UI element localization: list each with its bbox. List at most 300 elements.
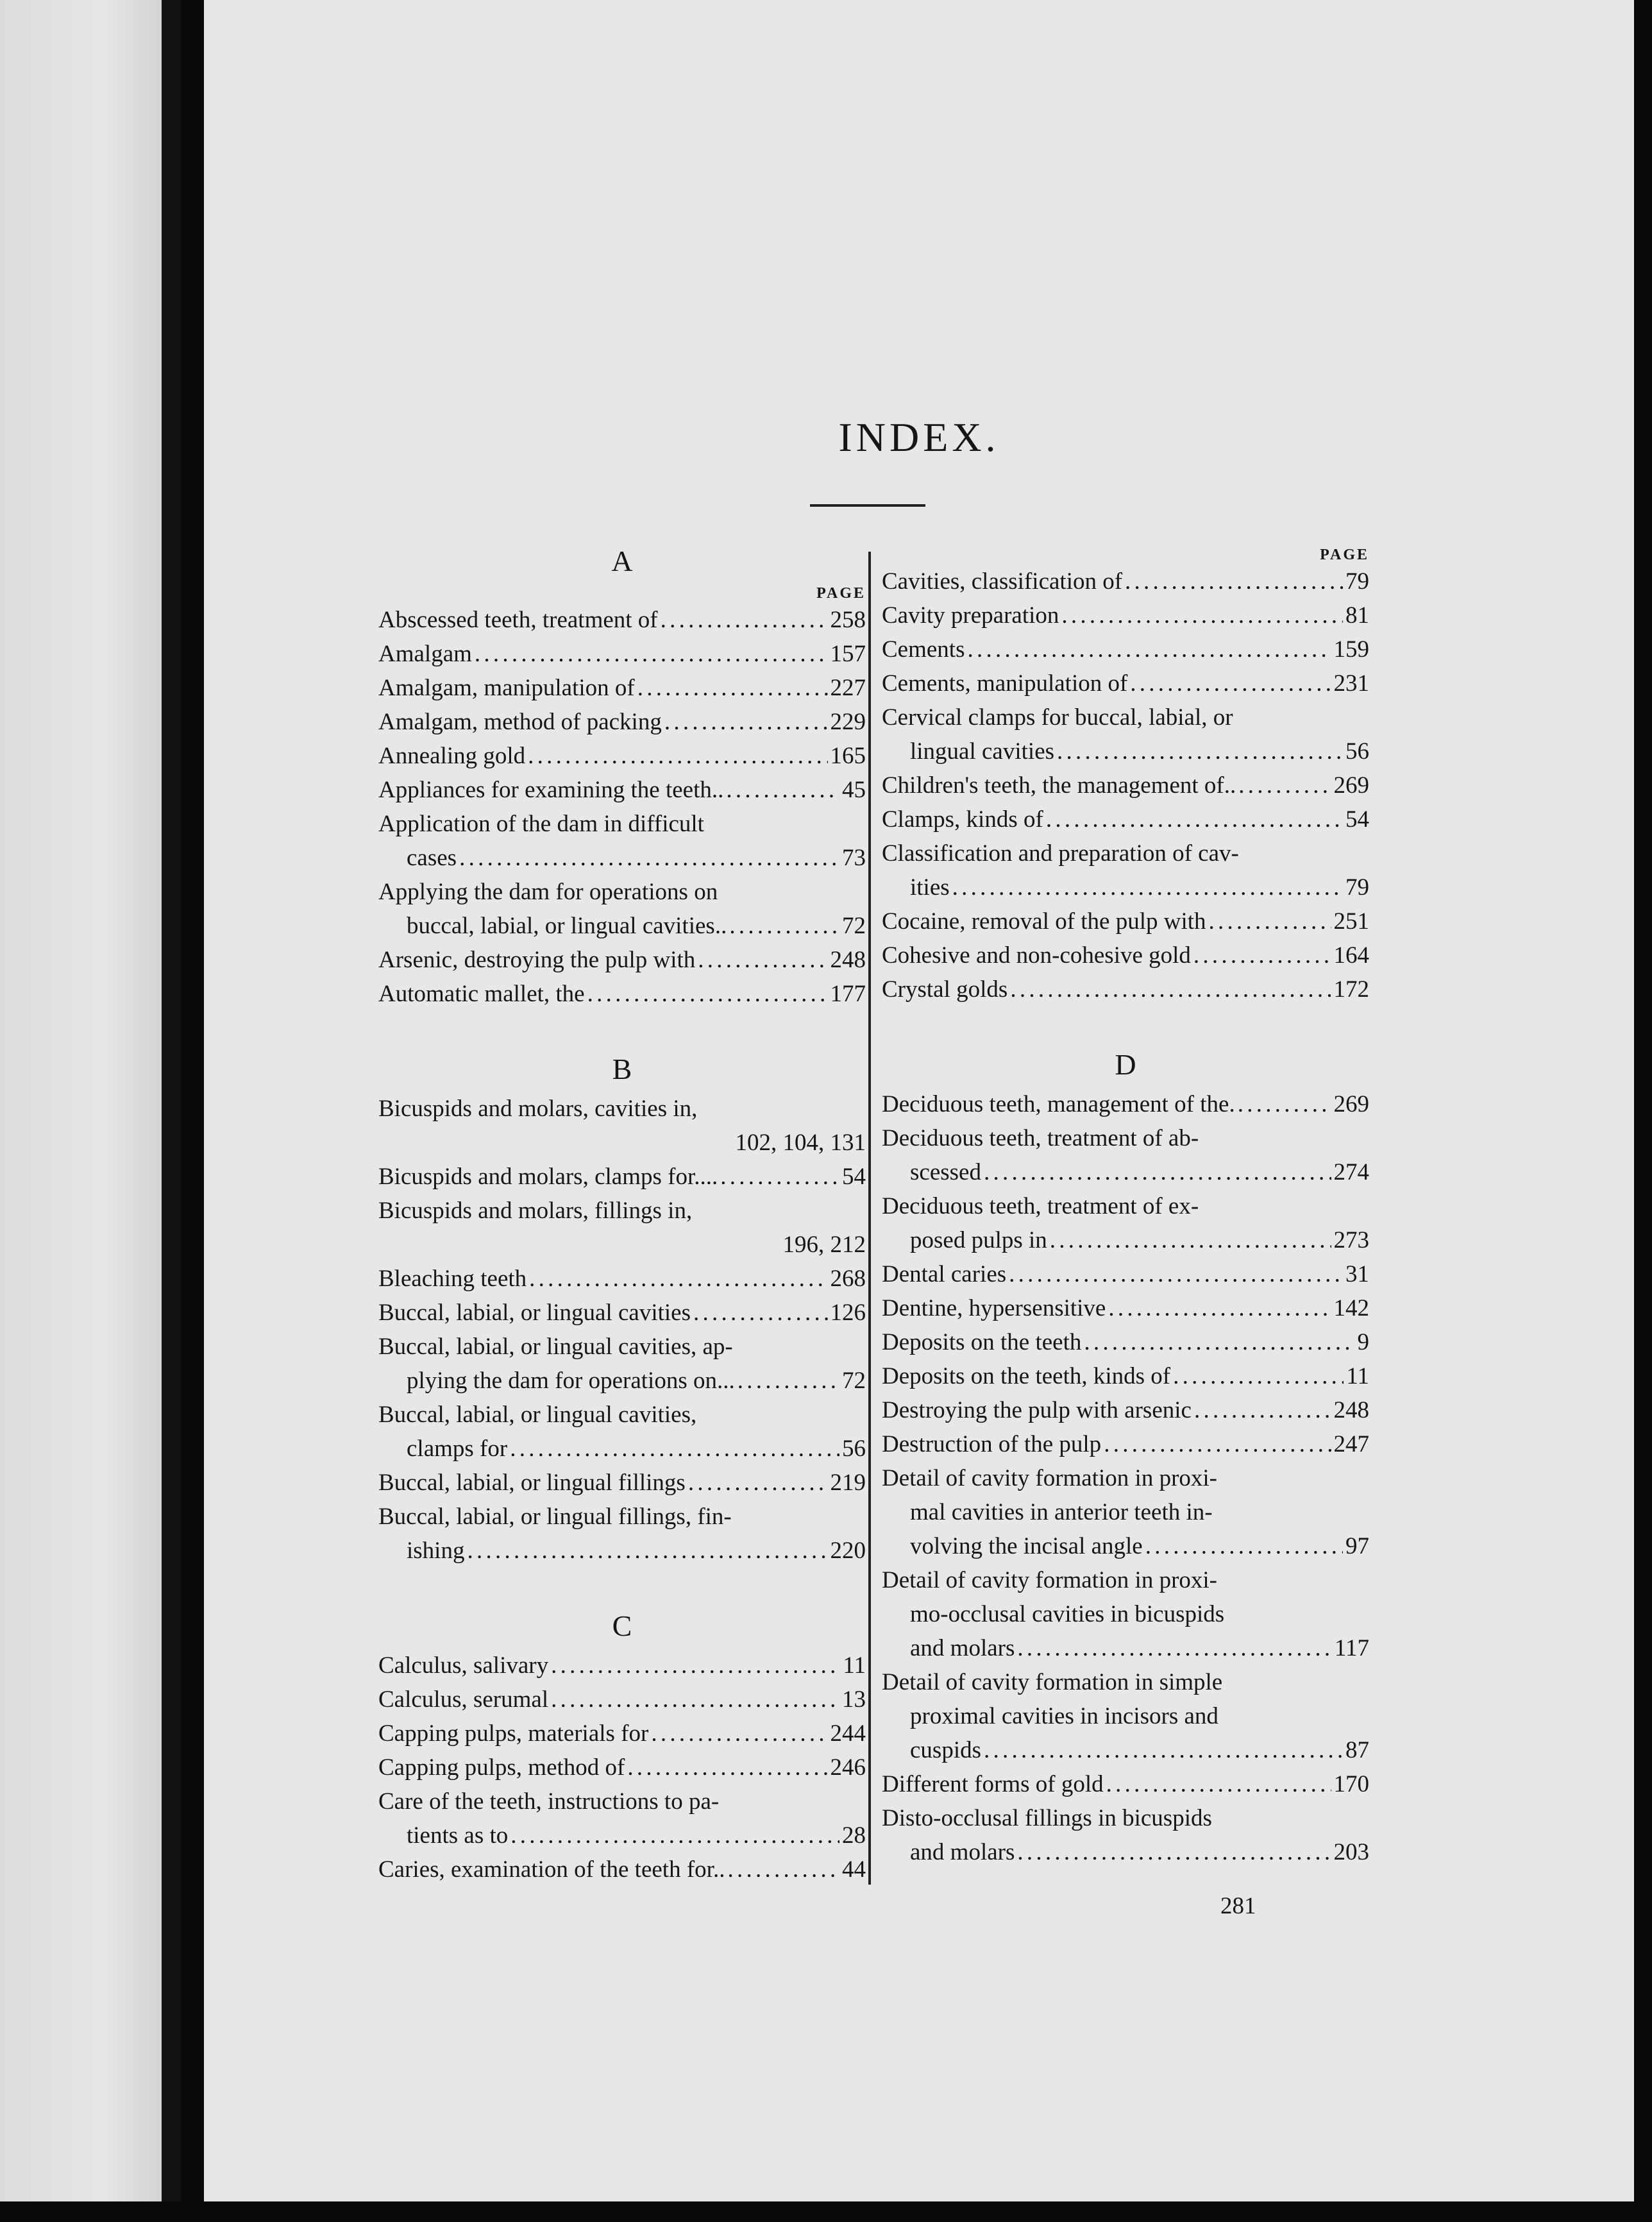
entry-line	[882, 1155, 1369, 1189]
entry-line	[882, 1699, 1369, 1733]
dot-leader	[529, 1262, 827, 1296]
entry-line	[882, 1427, 1369, 1461]
index-entry	[882, 1801, 1369, 1869]
page-number: 281	[1220, 1893, 1256, 1919]
section-letter: B	[612, 1053, 632, 1085]
entry-line	[882, 1631, 1369, 1665]
page-ref: 203	[1333, 1839, 1369, 1865]
entry-line	[882, 870, 1369, 904]
entry-text: Detail of cavity formation in simple	[882, 1669, 1223, 1695]
index-entry	[378, 739, 866, 773]
index-entry	[882, 1359, 1369, 1393]
entry-line	[378, 1262, 866, 1296]
page-ref: 81	[1345, 602, 1369, 629]
dot-leader	[475, 637, 828, 671]
section-letter: D	[1115, 1048, 1136, 1081]
index-entry	[378, 1466, 866, 1500]
page-ref: 258	[830, 607, 866, 633]
entry-text: Caries, examination of the teeth for..	[378, 1856, 725, 1883]
dot-leader	[1017, 1631, 1331, 1665]
page-ref: 9	[1357, 1329, 1369, 1355]
entry-line	[882, 1325, 1369, 1359]
entry-text: Buccal, labial, or lingual fillings	[378, 1470, 686, 1496]
page-ref: 44	[842, 1856, 866, 1883]
dot-leader	[467, 1534, 827, 1568]
page-ref: 248	[830, 947, 866, 973]
entry-line	[378, 909, 866, 943]
entry-text: Disto-occlusal fillings in bicuspids	[882, 1805, 1212, 1831]
dot-leader	[651, 1717, 827, 1751]
entry-line	[882, 1767, 1369, 1801]
dot-leader	[528, 739, 827, 773]
entry-line	[378, 841, 866, 875]
entry-line	[378, 739, 866, 773]
page-ref: 269	[1333, 772, 1369, 799]
entry-text: Cervical clamps for buccal, labial, or	[882, 704, 1233, 731]
dot-leader	[510, 1819, 839, 1853]
index-entry	[882, 1461, 1369, 1563]
page-ref: 72	[842, 913, 866, 939]
entry-line	[882, 1733, 1369, 1767]
index-entry	[378, 977, 866, 1011]
section-letter: A	[611, 545, 633, 577]
entry-text: scessed	[910, 1159, 981, 1185]
entry-text: Care of the teeth, instructions to pa-	[378, 1788, 720, 1815]
entry-text: Dentine, hypersensitive	[882, 1295, 1106, 1321]
page-ref: 196, 212	[782, 1232, 866, 1258]
entry-line	[378, 875, 866, 909]
index-entry	[378, 1262, 866, 1296]
entry-line	[378, 1194, 866, 1228]
index-entry	[378, 705, 866, 739]
entry-text: Crystal golds	[882, 976, 1008, 1003]
index-entry	[378, 603, 866, 637]
dot-leader	[510, 1432, 839, 1466]
page-ref: 273	[1333, 1227, 1369, 1253]
entry-text: Cohesive and non-cohesive gold	[882, 942, 1191, 969]
entry-text: Capping pulps, method of	[378, 1754, 625, 1781]
entry-line	[882, 1223, 1369, 1257]
entry-line	[882, 904, 1369, 938]
page-ref: 157	[830, 641, 866, 667]
entry-line	[882, 632, 1369, 666]
entry-text: Deciduous teeth, treatment of ex-	[882, 1193, 1199, 1219]
entry-text: Destruction of the pulp	[882, 1431, 1102, 1457]
entry-text: cases	[407, 845, 457, 871]
entry-line	[378, 1785, 866, 1819]
page-ref: 54	[1345, 806, 1369, 833]
page-ref: 177	[830, 981, 866, 1007]
page-ref: 229	[830, 709, 866, 735]
entry-text: Arsenic, destroying the pulp with	[378, 947, 696, 973]
index-entry	[882, 1325, 1369, 1359]
dot-leader	[1238, 768, 1331, 802]
page-ref: 87	[1345, 1737, 1369, 1763]
facing-page-edge	[0, 0, 174, 2222]
index-entry	[882, 1291, 1369, 1325]
index-page	[204, 0, 1634, 2201]
index-entry	[882, 1563, 1369, 1665]
entry-line	[882, 802, 1369, 836]
entry-line	[882, 598, 1369, 632]
index-entry	[882, 1087, 1369, 1121]
entry-line	[378, 1717, 866, 1751]
page-ref: 54	[842, 1164, 866, 1190]
index-entry	[378, 1683, 866, 1717]
entry-line	[378, 1432, 866, 1466]
page-ref: 172	[1333, 976, 1369, 1003]
index-entry	[882, 1257, 1369, 1291]
entry-line	[378, 1126, 866, 1160]
dot-leader	[587, 977, 828, 1011]
dot-leader	[1106, 1767, 1331, 1801]
entry-text: Bleaching teeth	[378, 1266, 527, 1292]
entry-line	[882, 1597, 1369, 1631]
entry-text: Abscessed teeth, treatment of	[378, 607, 658, 633]
index-entry	[378, 1398, 866, 1466]
dot-leader	[1050, 1223, 1331, 1257]
entry-line	[882, 1461, 1369, 1495]
page-ref: 13	[842, 1686, 866, 1713]
binding-gutter	[162, 0, 181, 2222]
entry-text: Deposits on the teeth, kinds of	[882, 1363, 1171, 1389]
entry-line	[882, 666, 1369, 700]
index-entry	[882, 1189, 1369, 1257]
entry-text: plying the dam for operations on...	[407, 1368, 735, 1394]
entry-text: Buccal, labial, or lingual fillings, fin-	[378, 1504, 732, 1530]
entry-text: Applying the dam for operations on	[378, 879, 718, 905]
dot-leader	[1209, 904, 1331, 938]
section-gap	[378, 1011, 866, 1047]
page-ref: 246	[830, 1754, 866, 1781]
dot-leader	[693, 1296, 828, 1330]
entry-line	[882, 734, 1369, 768]
index-entry	[882, 802, 1369, 836]
page-ref: 45	[842, 777, 866, 803]
entry-line	[378, 807, 866, 841]
index-entry	[378, 1092, 866, 1160]
entry-line	[378, 1228, 866, 1262]
entry-line	[378, 1819, 866, 1853]
page-ref: 220	[830, 1538, 866, 1564]
entry-text: Amalgam, manipulation of	[378, 675, 635, 701]
entry-line	[882, 836, 1369, 870]
entry-text: lingual cavities	[910, 738, 1055, 765]
index-entry	[882, 836, 1369, 904]
entry-line	[378, 1683, 866, 1717]
dot-leader	[984, 1733, 1343, 1767]
page-column-header: PAGE	[816, 585, 866, 602]
entry-text: Amalgam	[378, 641, 472, 667]
entry-text: Cements, manipulation of	[882, 670, 1128, 697]
entry-text: ities	[910, 874, 950, 901]
page-ref: 227	[830, 675, 866, 701]
entry-text: Deciduous teeth, treatment of ab-	[882, 1125, 1199, 1151]
entry-text: proximal cavities in incisors and	[910, 1703, 1218, 1729]
entry-line	[378, 1534, 866, 1568]
entry-line	[378, 1364, 866, 1398]
page-ref: 126	[830, 1300, 866, 1326]
index-entry	[882, 1767, 1369, 1801]
index-entry	[378, 1649, 866, 1683]
entry-text: Cavities, classification of	[882, 568, 1123, 595]
page-ref: 251	[1333, 908, 1369, 935]
index-entry	[882, 1427, 1369, 1461]
entry-text: Different forms of gold	[882, 1771, 1104, 1797]
index-entry	[378, 1500, 866, 1568]
entry-line	[378, 1649, 866, 1683]
dot-leader	[1046, 802, 1343, 836]
dot-leader	[627, 1751, 827, 1785]
page-ref: 164	[1333, 942, 1369, 969]
dot-leader	[967, 632, 1331, 666]
dot-leader	[984, 1155, 1331, 1189]
entry-line	[378, 1751, 866, 1785]
section-gap	[378, 1568, 866, 1604]
entry-text: Detail of cavity formation in proxi-	[882, 1567, 1217, 1593]
dot-leader	[551, 1649, 840, 1683]
index-entry	[882, 972, 1369, 1006]
entry-line	[882, 1291, 1369, 1325]
page-ref: 31	[1345, 1261, 1369, 1287]
entry-text: Dental caries	[882, 1261, 1007, 1287]
index-entry	[378, 671, 866, 705]
entry-text: Deposits on the teeth	[882, 1329, 1082, 1355]
index-entry	[882, 904, 1369, 938]
entry-line	[378, 1466, 866, 1500]
dot-leader	[1010, 972, 1331, 1006]
page-ref: 231	[1333, 670, 1369, 697]
entry-text: buccal, labial, or lingual cavities..	[407, 913, 727, 939]
page-ref: 244	[830, 1720, 866, 1747]
index-entry	[378, 807, 866, 875]
entry-text: volving the incisal angle	[910, 1533, 1143, 1559]
entry-text: Deciduous teeth, management of the.	[882, 1091, 1235, 1117]
dot-leader	[738, 1364, 839, 1398]
entry-line	[378, 637, 866, 671]
page-ref: 28	[842, 1822, 866, 1849]
dot-leader	[459, 841, 839, 875]
page-ref: 117	[1334, 1635, 1369, 1661]
entry-text: tients as to	[407, 1822, 509, 1849]
dot-leader	[1108, 1291, 1331, 1325]
entry-line	[378, 943, 866, 977]
dot-leader	[1193, 938, 1331, 972]
dot-leader	[698, 943, 827, 977]
dot-leader	[688, 1466, 828, 1500]
page-ref: 73	[842, 845, 866, 871]
title-rule	[810, 504, 925, 507]
entry-text: Amalgam, method of packing	[378, 709, 662, 735]
entry-text: clamps for	[407, 1436, 508, 1462]
entry-line	[882, 1801, 1369, 1835]
entry-line	[378, 1092, 866, 1126]
index-entry	[882, 632, 1369, 666]
dot-leader	[1057, 734, 1343, 768]
page-ref: 159	[1333, 636, 1369, 663]
index-entry	[378, 875, 866, 943]
entry-line	[378, 1160, 866, 1194]
entry-text: Cocaine, removal of the pulp with	[882, 908, 1206, 935]
entry-text: Calculus, serumal	[378, 1686, 549, 1713]
dot-leader	[1104, 1427, 1331, 1461]
entry-text: Cavity preparation	[882, 602, 1059, 629]
entry-line	[378, 977, 866, 1011]
index-entry	[378, 1717, 866, 1751]
entry-text: Calculus, salivary	[378, 1652, 549, 1679]
page-ref: 79	[1345, 874, 1369, 901]
page-ref: 165	[830, 743, 866, 769]
page-ref: 247	[1333, 1431, 1369, 1457]
index-entry	[378, 1194, 866, 1262]
page-ref: 269	[1333, 1091, 1369, 1117]
page-ref: 72	[842, 1368, 866, 1394]
entry-text: Capping pulps, materials for	[378, 1720, 649, 1747]
entry-line	[882, 1087, 1369, 1121]
page-ref: 56	[842, 1436, 866, 1462]
entry-text: Destroying the pulp with arsenic	[882, 1397, 1192, 1423]
index-column-right	[882, 545, 1369, 1869]
entry-line	[882, 938, 1369, 972]
index-entry	[378, 943, 866, 977]
dot-leader	[727, 1853, 839, 1887]
entry-line	[378, 1853, 866, 1887]
dot-leader	[952, 870, 1343, 904]
index-entry	[882, 1393, 1369, 1427]
entry-text: and molars	[910, 1839, 1015, 1865]
entry-text: Clamps, kinds of	[882, 806, 1043, 833]
entry-text: Buccal, labial, or lingual cavities,	[378, 1402, 697, 1428]
entry-line	[882, 700, 1369, 734]
dot-leader	[726, 773, 839, 807]
entry-line	[882, 1665, 1369, 1699]
entry-line	[378, 1500, 866, 1534]
entry-text: Annealing gold	[378, 743, 526, 769]
entry-line	[378, 1296, 866, 1330]
entry-text: mal cavities in anterior teeth in-	[910, 1499, 1213, 1525]
index-entry	[882, 598, 1369, 632]
index-entry	[378, 1785, 866, 1853]
index-entry	[882, 1665, 1369, 1767]
index-entry	[378, 1160, 866, 1194]
index-entry	[378, 1751, 866, 1785]
page-ref: 248	[1333, 1397, 1369, 1423]
dot-leader	[1173, 1359, 1344, 1393]
dot-leader	[1061, 598, 1343, 632]
entry-line	[378, 671, 866, 705]
entry-line	[882, 1835, 1369, 1869]
section-gap	[882, 1006, 1369, 1042]
dot-leader	[637, 671, 828, 705]
entry-text: Detail of cavity formation in proxi-	[882, 1465, 1217, 1491]
index-column-left	[378, 539, 866, 1887]
index-entry	[882, 700, 1369, 768]
entry-line	[882, 1529, 1369, 1563]
dot-leader	[1145, 1529, 1343, 1563]
entry-line	[882, 564, 1369, 598]
dot-leader	[1084, 1325, 1354, 1359]
entry-text: cuspids	[910, 1737, 981, 1763]
entry-text: Appliances for examining the teeth..	[378, 777, 724, 803]
entry-text: and molars	[910, 1635, 1015, 1661]
entry-text: mo-occlusal cavities in bicuspids	[910, 1601, 1225, 1627]
index-entry	[882, 666, 1369, 700]
index-entry	[882, 1121, 1369, 1189]
entry-text: Bicuspids and molars, fillings in,	[378, 1198, 693, 1224]
entry-line	[882, 1359, 1369, 1393]
entry-text: Children's teeth, the management of..	[882, 772, 1236, 799]
entry-line	[882, 1495, 1369, 1529]
entry-line	[882, 1563, 1369, 1597]
page-ref: 102, 104, 131	[735, 1130, 866, 1156]
entry-text: Automatic mallet, the	[378, 981, 585, 1007]
dot-leader	[1017, 1835, 1331, 1869]
index-entry	[378, 1853, 866, 1887]
page-ref: 11	[843, 1652, 866, 1679]
dot-leader	[1194, 1393, 1331, 1427]
page-title: INDEX.	[838, 414, 1000, 460]
dot-leader	[1009, 1257, 1343, 1291]
index-entry	[378, 773, 866, 807]
entry-line	[882, 1189, 1369, 1223]
entry-line	[882, 1257, 1369, 1291]
entry-line	[378, 773, 866, 807]
entry-line	[378, 603, 866, 637]
dot-leader	[720, 1160, 839, 1194]
entry-line	[378, 1330, 866, 1364]
dot-leader	[664, 705, 828, 739]
dot-leader	[661, 603, 828, 637]
index-entry	[378, 1330, 866, 1398]
entry-text: Buccal, labial, or lingual cavities	[378, 1300, 691, 1326]
page-ref: 219	[830, 1470, 866, 1496]
entry-text: posed pulps in	[910, 1227, 1047, 1253]
entry-text: ishing	[407, 1538, 465, 1564]
index-entry	[378, 1296, 866, 1330]
page-ref: 170	[1333, 1771, 1369, 1797]
entry-text: Application of the dam in difficult	[378, 811, 704, 837]
index-entry	[882, 768, 1369, 802]
page-ref: 11	[1346, 1363, 1369, 1389]
page-ref: 274	[1333, 1159, 1369, 1185]
entry-line	[378, 1398, 866, 1432]
page-ref: 56	[1345, 738, 1369, 765]
entry-text: Bicuspids and molars, clamps for....	[378, 1164, 718, 1190]
dot-leader	[1238, 1087, 1331, 1121]
entry-line	[378, 705, 866, 739]
scan-border	[0, 2201, 1652, 2222]
entry-text: Cements	[882, 636, 965, 663]
dot-leader	[1125, 564, 1343, 598]
index-entry	[882, 938, 1369, 972]
index-entry	[378, 637, 866, 671]
page-ref: 268	[830, 1266, 866, 1292]
entry-text: Buccal, labial, or lingual cavities, ap-	[378, 1334, 733, 1360]
index-entry	[882, 564, 1369, 598]
column-divider	[868, 552, 871, 1885]
page-ref: 97	[1345, 1533, 1369, 1559]
page-ref: 142	[1333, 1295, 1369, 1321]
entry-line	[882, 768, 1369, 802]
dot-leader	[1130, 666, 1331, 700]
dot-leader	[729, 909, 839, 943]
entry-text: Bicuspids and molars, cavities in,	[378, 1096, 698, 1122]
dot-leader	[551, 1683, 839, 1717]
entry-line	[882, 1393, 1369, 1427]
section-letter: C	[612, 1609, 632, 1642]
page-column-header: PAGE	[1320, 547, 1369, 563]
page-ref: 79	[1345, 568, 1369, 595]
